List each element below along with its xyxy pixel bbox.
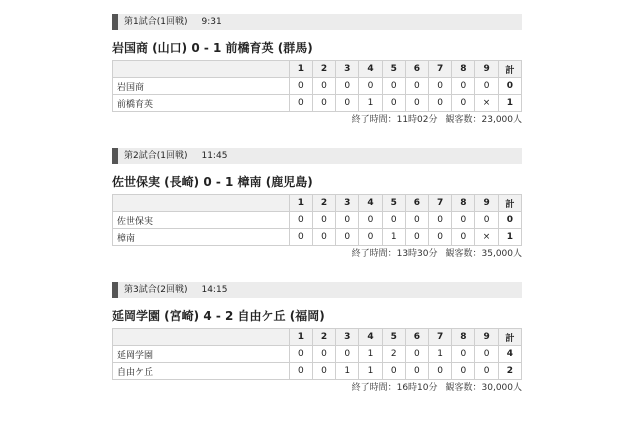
scoreboard-table	[112, 328, 522, 380]
scoreboard-header-row	[113, 61, 522, 78]
game-result-title: 延岡学園 (宮崎) 4 - 2 自由ケ丘 (福岡)	[112, 309, 325, 323]
team-score-row	[113, 95, 522, 112]
attendance: 観客数：30,000人	[445, 383, 522, 393]
team-column-header	[113, 195, 290, 212]
inning-column-header: 4	[359, 329, 382, 346]
game-start-time: 14:15	[201, 285, 228, 295]
inning-score: 0	[475, 78, 498, 95]
inning-score: 0	[312, 229, 335, 246]
inning-column-header: 7	[429, 329, 452, 346]
game-round-label: 第3試合(2回戦)	[124, 285, 188, 295]
total-column-header: 計	[498, 61, 521, 78]
inning-column-header: 1	[289, 61, 312, 78]
inning-score: 2	[382, 346, 405, 363]
inning-score: ×	[475, 229, 498, 246]
game-start-time: 9:31	[201, 17, 222, 27]
scoreboard-table	[112, 194, 522, 246]
total-score: 4	[498, 346, 521, 363]
inning-column-header: 9	[475, 61, 498, 78]
inning-score: 0	[452, 363, 475, 380]
inning-column-header: 2	[312, 195, 335, 212]
inning-score: 0	[475, 346, 498, 363]
game-block	[112, 282, 522, 394]
end-time: 終了時間：13時30分	[351, 249, 438, 259]
inning-score: 0	[405, 363, 428, 380]
inning-score: 0	[405, 229, 428, 246]
game-start-time: 11:45	[201, 151, 228, 161]
game-result-title: 岩国商 (山口) 0 - 1 前橋育英 (群馬)	[112, 41, 313, 55]
team-name: 岩国商	[113, 78, 290, 95]
total-score: 0	[498, 78, 521, 95]
end-time: 終了時間：16時10分	[351, 383, 438, 393]
inning-column-header: 8	[452, 195, 475, 212]
inning-score: 0	[405, 95, 428, 112]
inning-score: 0	[289, 346, 312, 363]
inning-score: 0	[475, 363, 498, 380]
inning-score: 0	[429, 212, 452, 229]
total-column-header: 計	[498, 329, 521, 346]
team-score-row	[113, 229, 522, 246]
inning-score: 0	[475, 212, 498, 229]
inning-score: 0	[429, 363, 452, 380]
inning-score: 0	[336, 95, 359, 112]
game-header	[112, 148, 522, 164]
inning-column-header: 1	[289, 329, 312, 346]
inning-score: 0	[382, 212, 405, 229]
inning-score: 0	[452, 95, 475, 112]
total-score: 2	[498, 363, 521, 380]
inning-score: 0	[289, 78, 312, 95]
inning-score: 0	[289, 95, 312, 112]
inning-column-header: 7	[429, 61, 452, 78]
inning-column-header: 4	[359, 195, 382, 212]
inning-score: 0	[405, 78, 428, 95]
inning-column-header: 5	[382, 61, 405, 78]
inning-score: 0	[312, 212, 335, 229]
inning-column-header: 2	[312, 329, 335, 346]
total-column-header: 計	[498, 195, 521, 212]
total-score: 1	[498, 95, 521, 112]
game-footer	[112, 382, 522, 394]
game-header	[112, 282, 522, 298]
inning-score: 0	[336, 212, 359, 229]
total-score: 1	[498, 229, 521, 246]
game-round-label: 第2試合(1回戦)	[124, 151, 188, 161]
inning-score: 1	[382, 229, 405, 246]
inning-score: 0	[289, 363, 312, 380]
inning-column-header: 3	[336, 61, 359, 78]
inning-score: 0	[452, 229, 475, 246]
inning-score: 0	[359, 78, 382, 95]
inning-column-header: 5	[382, 329, 405, 346]
inning-column-header: 5	[382, 195, 405, 212]
game-footer	[112, 114, 522, 126]
inning-column-header: 8	[452, 61, 475, 78]
team-name: 自由ケ丘	[113, 363, 290, 380]
inning-column-header: 7	[429, 195, 452, 212]
inning-score: ×	[475, 95, 498, 112]
scoreboard-header-row	[113, 329, 522, 346]
inning-score: 0	[312, 95, 335, 112]
end-time: 終了時間：11時02分	[351, 115, 438, 125]
inning-score: 0	[359, 212, 382, 229]
inning-score: 0	[336, 229, 359, 246]
inning-column-header: 2	[312, 61, 335, 78]
scoreboard-table	[112, 60, 522, 112]
inning-score: 0	[289, 229, 312, 246]
inning-score: 0	[312, 78, 335, 95]
inning-score: 0	[289, 212, 312, 229]
team-name: 延岡学園	[113, 346, 290, 363]
inning-column-header: 6	[405, 329, 428, 346]
team-score-row	[113, 78, 522, 95]
team-name: 樟南	[113, 229, 290, 246]
total-score: 0	[498, 212, 521, 229]
game-header	[112, 14, 522, 30]
inning-score: 0	[382, 95, 405, 112]
inning-column-header: 3	[336, 329, 359, 346]
inning-column-header: 9	[475, 329, 498, 346]
inning-column-header: 6	[405, 61, 428, 78]
team-name: 前橋育英	[113, 95, 290, 112]
inning-score: 0	[452, 346, 475, 363]
game-footer	[112, 248, 522, 260]
inning-score: 0	[382, 363, 405, 380]
team-name: 佐世保実	[113, 212, 290, 229]
game-result-title: 佐世保実 (長崎) 0 - 1 樟南 (鹿児島)	[112, 175, 313, 189]
inning-column-header: 1	[289, 195, 312, 212]
inning-score: 0	[312, 363, 335, 380]
inning-score: 0	[429, 78, 452, 95]
attendance: 観客数：23,000人	[445, 115, 522, 125]
game-round-label: 第1試合(1回戦)	[124, 17, 188, 27]
inning-score: 0	[336, 346, 359, 363]
inning-score: 0	[452, 212, 475, 229]
scoreboard-header-row	[113, 195, 522, 212]
inning-column-header: 9	[475, 195, 498, 212]
inning-score: 1	[336, 363, 359, 380]
inning-score: 1	[429, 346, 452, 363]
inning-score: 0	[382, 78, 405, 95]
inning-score: 0	[405, 346, 428, 363]
inning-score: 0	[312, 346, 335, 363]
inning-score: 0	[429, 229, 452, 246]
inning-score: 0	[405, 212, 428, 229]
team-score-row	[113, 212, 522, 229]
team-column-header	[113, 329, 290, 346]
inning-score: 0	[429, 95, 452, 112]
team-column-header	[113, 61, 290, 78]
inning-score: 1	[359, 363, 382, 380]
game-block	[112, 14, 522, 126]
inning-score: 0	[359, 229, 382, 246]
team-score-row	[113, 346, 522, 363]
inning-score: 1	[359, 346, 382, 363]
inning-score: 0	[452, 78, 475, 95]
attendance: 観客数：35,000人	[445, 249, 522, 259]
inning-column-header: 6	[405, 195, 428, 212]
game-block	[112, 148, 522, 260]
inning-score: 0	[336, 78, 359, 95]
inning-column-header: 3	[336, 195, 359, 212]
inning-column-header: 4	[359, 61, 382, 78]
inning-score: 1	[359, 95, 382, 112]
team-score-row	[113, 363, 522, 380]
inning-column-header: 8	[452, 329, 475, 346]
